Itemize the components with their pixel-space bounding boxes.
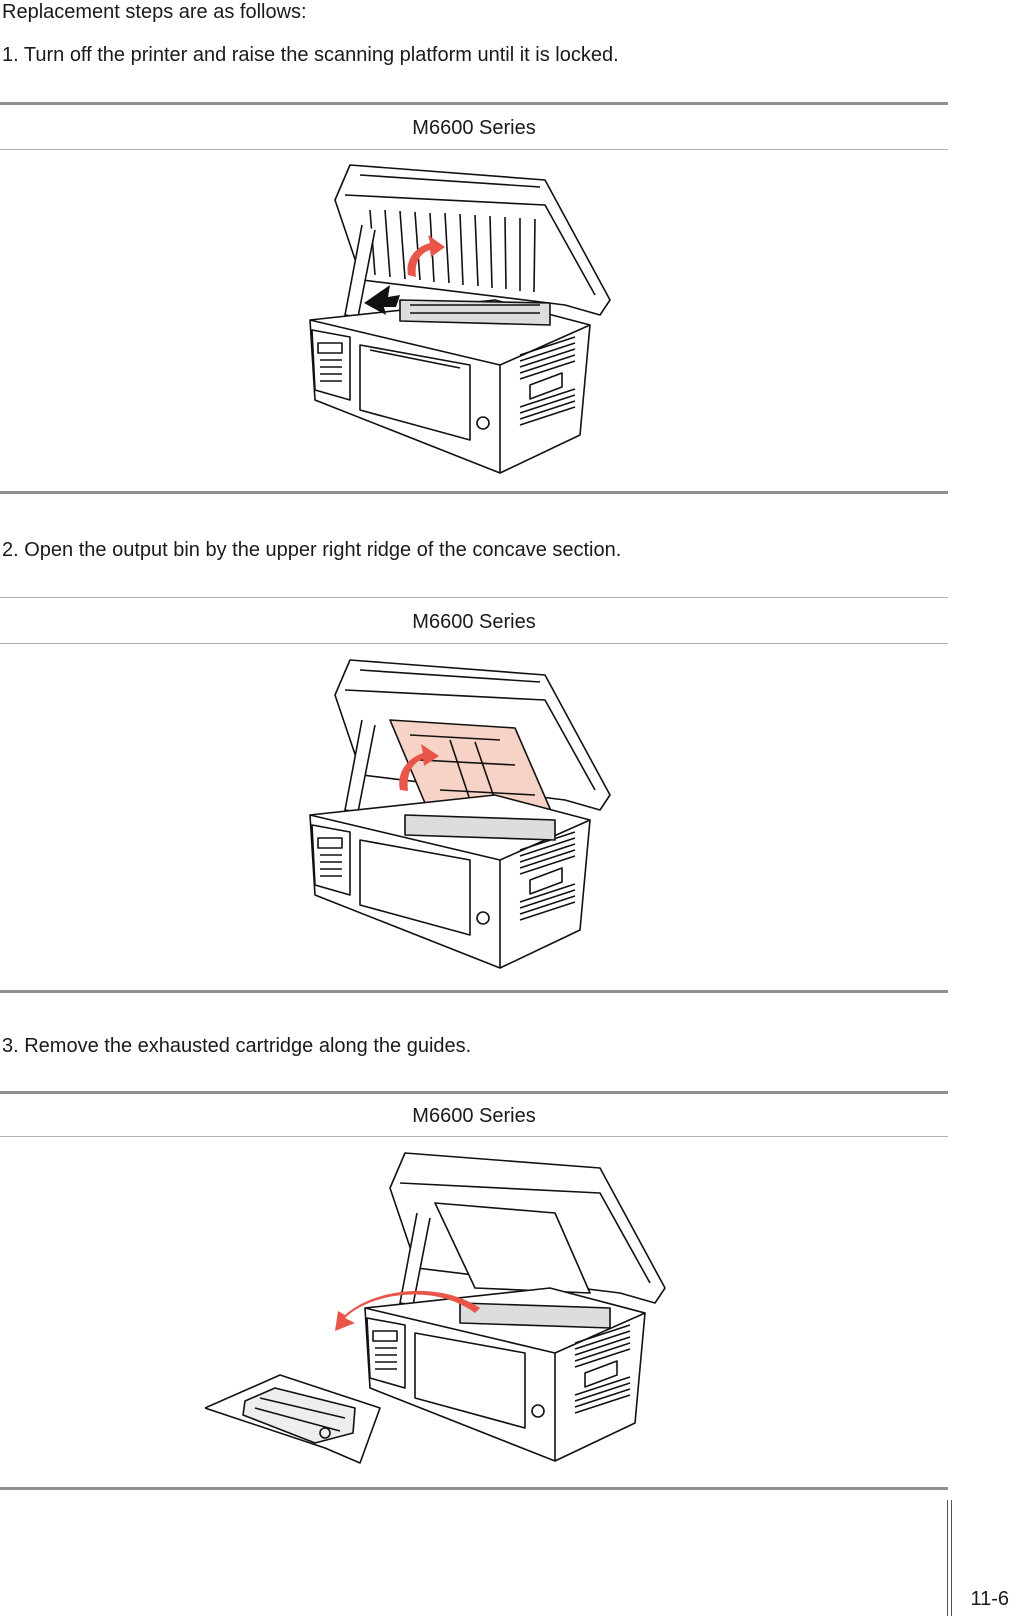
step-3-text: 3. Remove the exhausted cartridge along the guides. [2, 1035, 472, 1057]
table-3-top-rule [0, 1091, 948, 1094]
intro-text: Replacement steps are as follows: [2, 1, 307, 23]
page-number: 11-6 [970, 1588, 1009, 1610]
table-2-header-rule [0, 643, 948, 644]
table-2-bottom-rule [0, 990, 948, 993]
table-1-header: M6600 Series [412, 117, 536, 139]
step-2-text: 2. Open the output bin by the upper right ridge of the concave section. [2, 539, 622, 561]
printer-scanner-raised-illustration [300, 155, 635, 490]
table-2-header: M6600 Series [412, 611, 536, 633]
footer-divider-1 [947, 1500, 948, 1616]
table-1-bottom-rule [0, 491, 948, 494]
table-2-top-rule [0, 597, 948, 598]
table-3-bottom-rule [0, 1487, 948, 1490]
printer-output-bin-open-illustration [300, 650, 635, 985]
table-3-header: M6600 Series [412, 1105, 536, 1127]
table-1-header-rule [0, 149, 948, 150]
footer-divider-2 [951, 1500, 952, 1616]
table-3-header-rule [0, 1136, 948, 1137]
step-1-text: 1. Turn off the printer and raise the scanning platform until it is locked. [2, 44, 619, 66]
table-1-top-rule [0, 102, 948, 105]
remove-cartridge-illustration [205, 1143, 695, 1483]
